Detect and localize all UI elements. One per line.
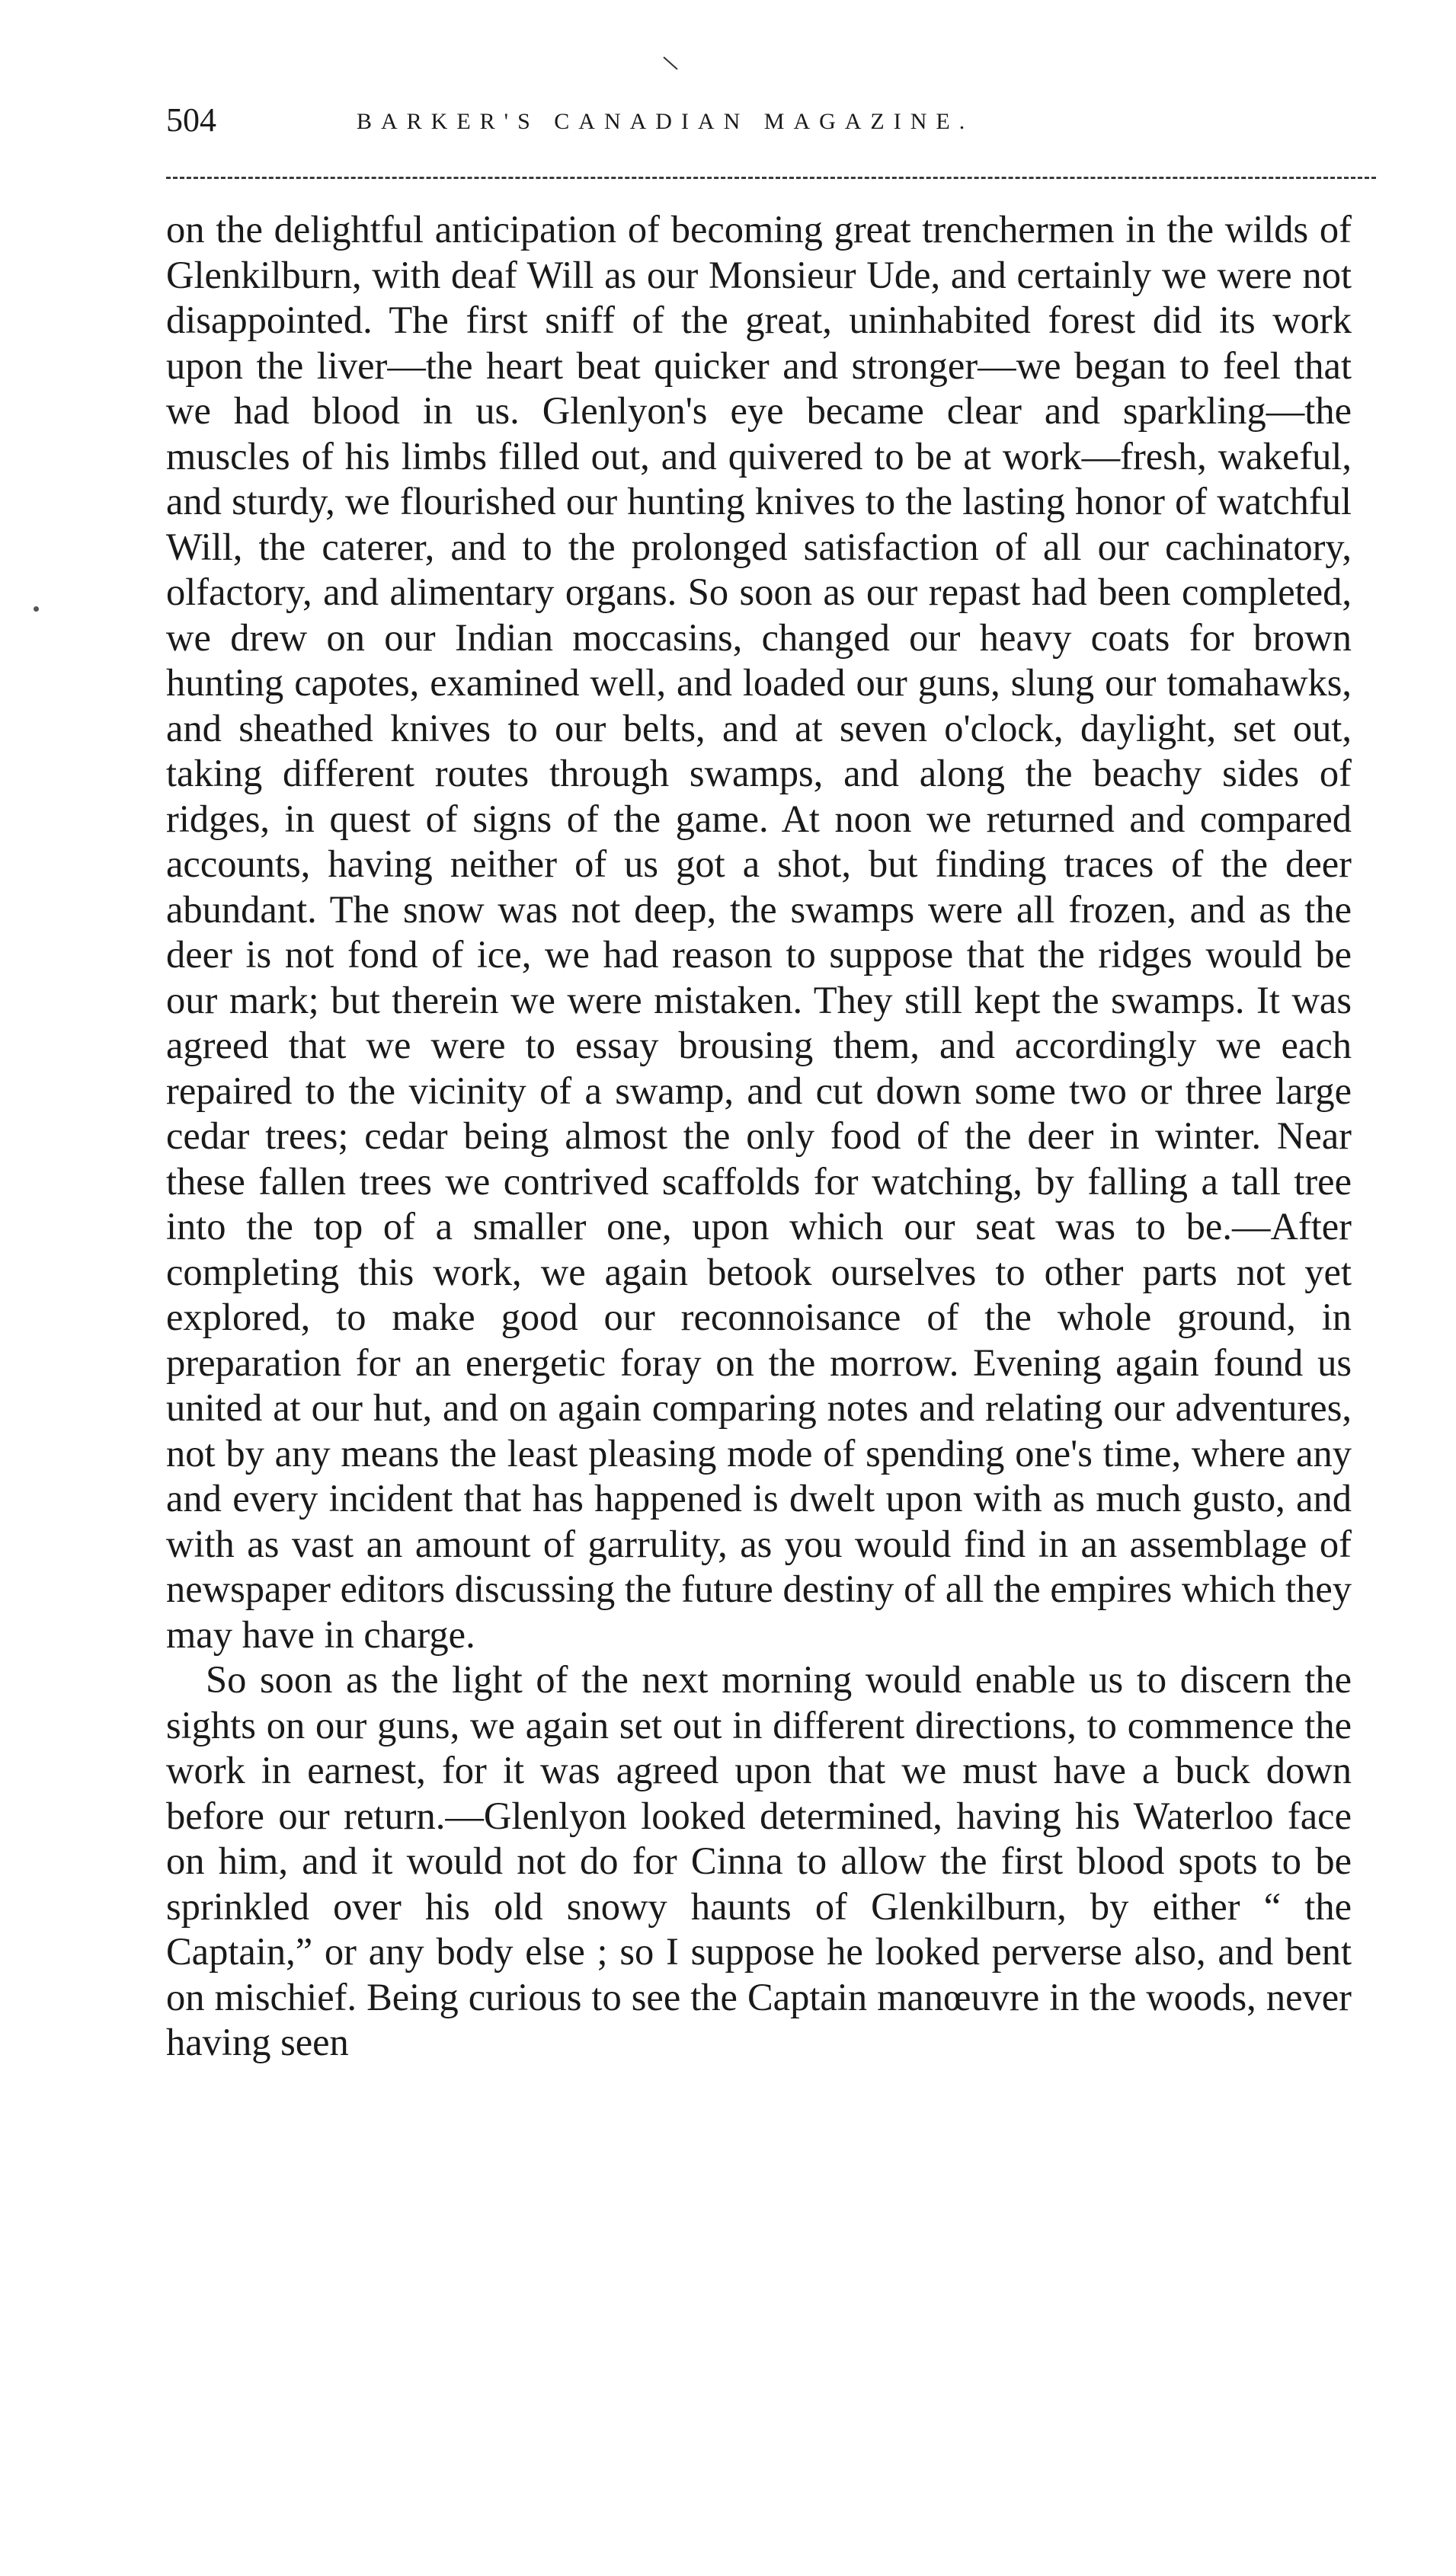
paragraph: on the delightful anticipation of becoming great trenchermen in the wilds of Glenkilburn, with deaf Will as our Monsieur Ude, and certainly we were not disappointed. The first sniff of the great, uninhabited forest did its work upon the liver—the heart beat quicker and stronger—we began to feel that we had blood in us. Glenlyon's eye became clear and sparkling—the muscles of his limbs filled out, and quivered to be at work—fresh, wakeful, and sturdy, we flourished our hunting knives to the lasting honor of watchful Will, the caterer, and to the prolonged satisfaction of all our cachinatory, olfactory, and alimentary organs. So soon as our repast had been completed, we drew on our Indian moccasins, changed our heavy coats for brown hunting capotes, examined well, and loaded our guns, slung our tomahawks, and sheathed knives to our belts, and at seven o'clock, daylight, set out, taking different routes through swamps, and along the beachy sides of ridges, in quest of signs of the game. At noon we returned and compared accounts, having neither of us got a shot, but finding traces of the deer abundant. The snow was not deep, the swamps were all frozen, and as the deer is not fond of ice, we had reason to suppose that the ridges would be our mark; but therein we were mistaken. They still kept the swamps. It was agreed that we were to essay brousing them, and accordingly we each repaired to the vicinity of a swamp, and cut down some two or three large cedar trees; cedar being almost the only food of the deer in winter. Near these fallen trees we contrived scaffolds for watching, by falling a tall tree into the top of a smaller one, upon which our seat was to be.—After completing this work, we again betook ourselves to other parts not yet explored, to make good our reconnoisance of the whole ground, in preparation for an energetic foray on the morrow. Evening again found us united at our hut, and on again comparing notes and relating our adventures, not by any means the least pleasing mode of spending one's time, where any and every incident that has happened is dwelt upon with as much gusto, and with as vast an amount of garrulity, as you would find in an assemblage of newspaper editors discussing the future destiny of all the empires which they may have in charge. xyxy=(166,208,1352,1656)
page-header xyxy=(166,97,1355,143)
body-text xyxy=(166,207,1352,2066)
paragraph: So soon as the light of the next morning would enable us to discern the sights on our guns, we again set out in different directions, to commence the work in earnest, for it was agreed upon that we must have a buck down before our return.—Glenlyon looked determined, having his Waterloo face on him, and it would not do for Cinna to allow the first blood spots to be sprinkled over his old snowy haunts of Glenkilburn, by either “ the Captain,” or any body else ; so I suppose he looked perverse also, and bent on mischief. Being curious to see the Captain manœuvre in the woods, never having seen xyxy=(166,1658,1352,2063)
margin-speck xyxy=(34,606,39,612)
page-number: 504 xyxy=(166,101,216,139)
stray-ink-mark xyxy=(663,56,677,70)
running-head: BARKER'S CANADIAN MAGAZINE. xyxy=(357,109,974,134)
header-rule xyxy=(166,177,1376,179)
